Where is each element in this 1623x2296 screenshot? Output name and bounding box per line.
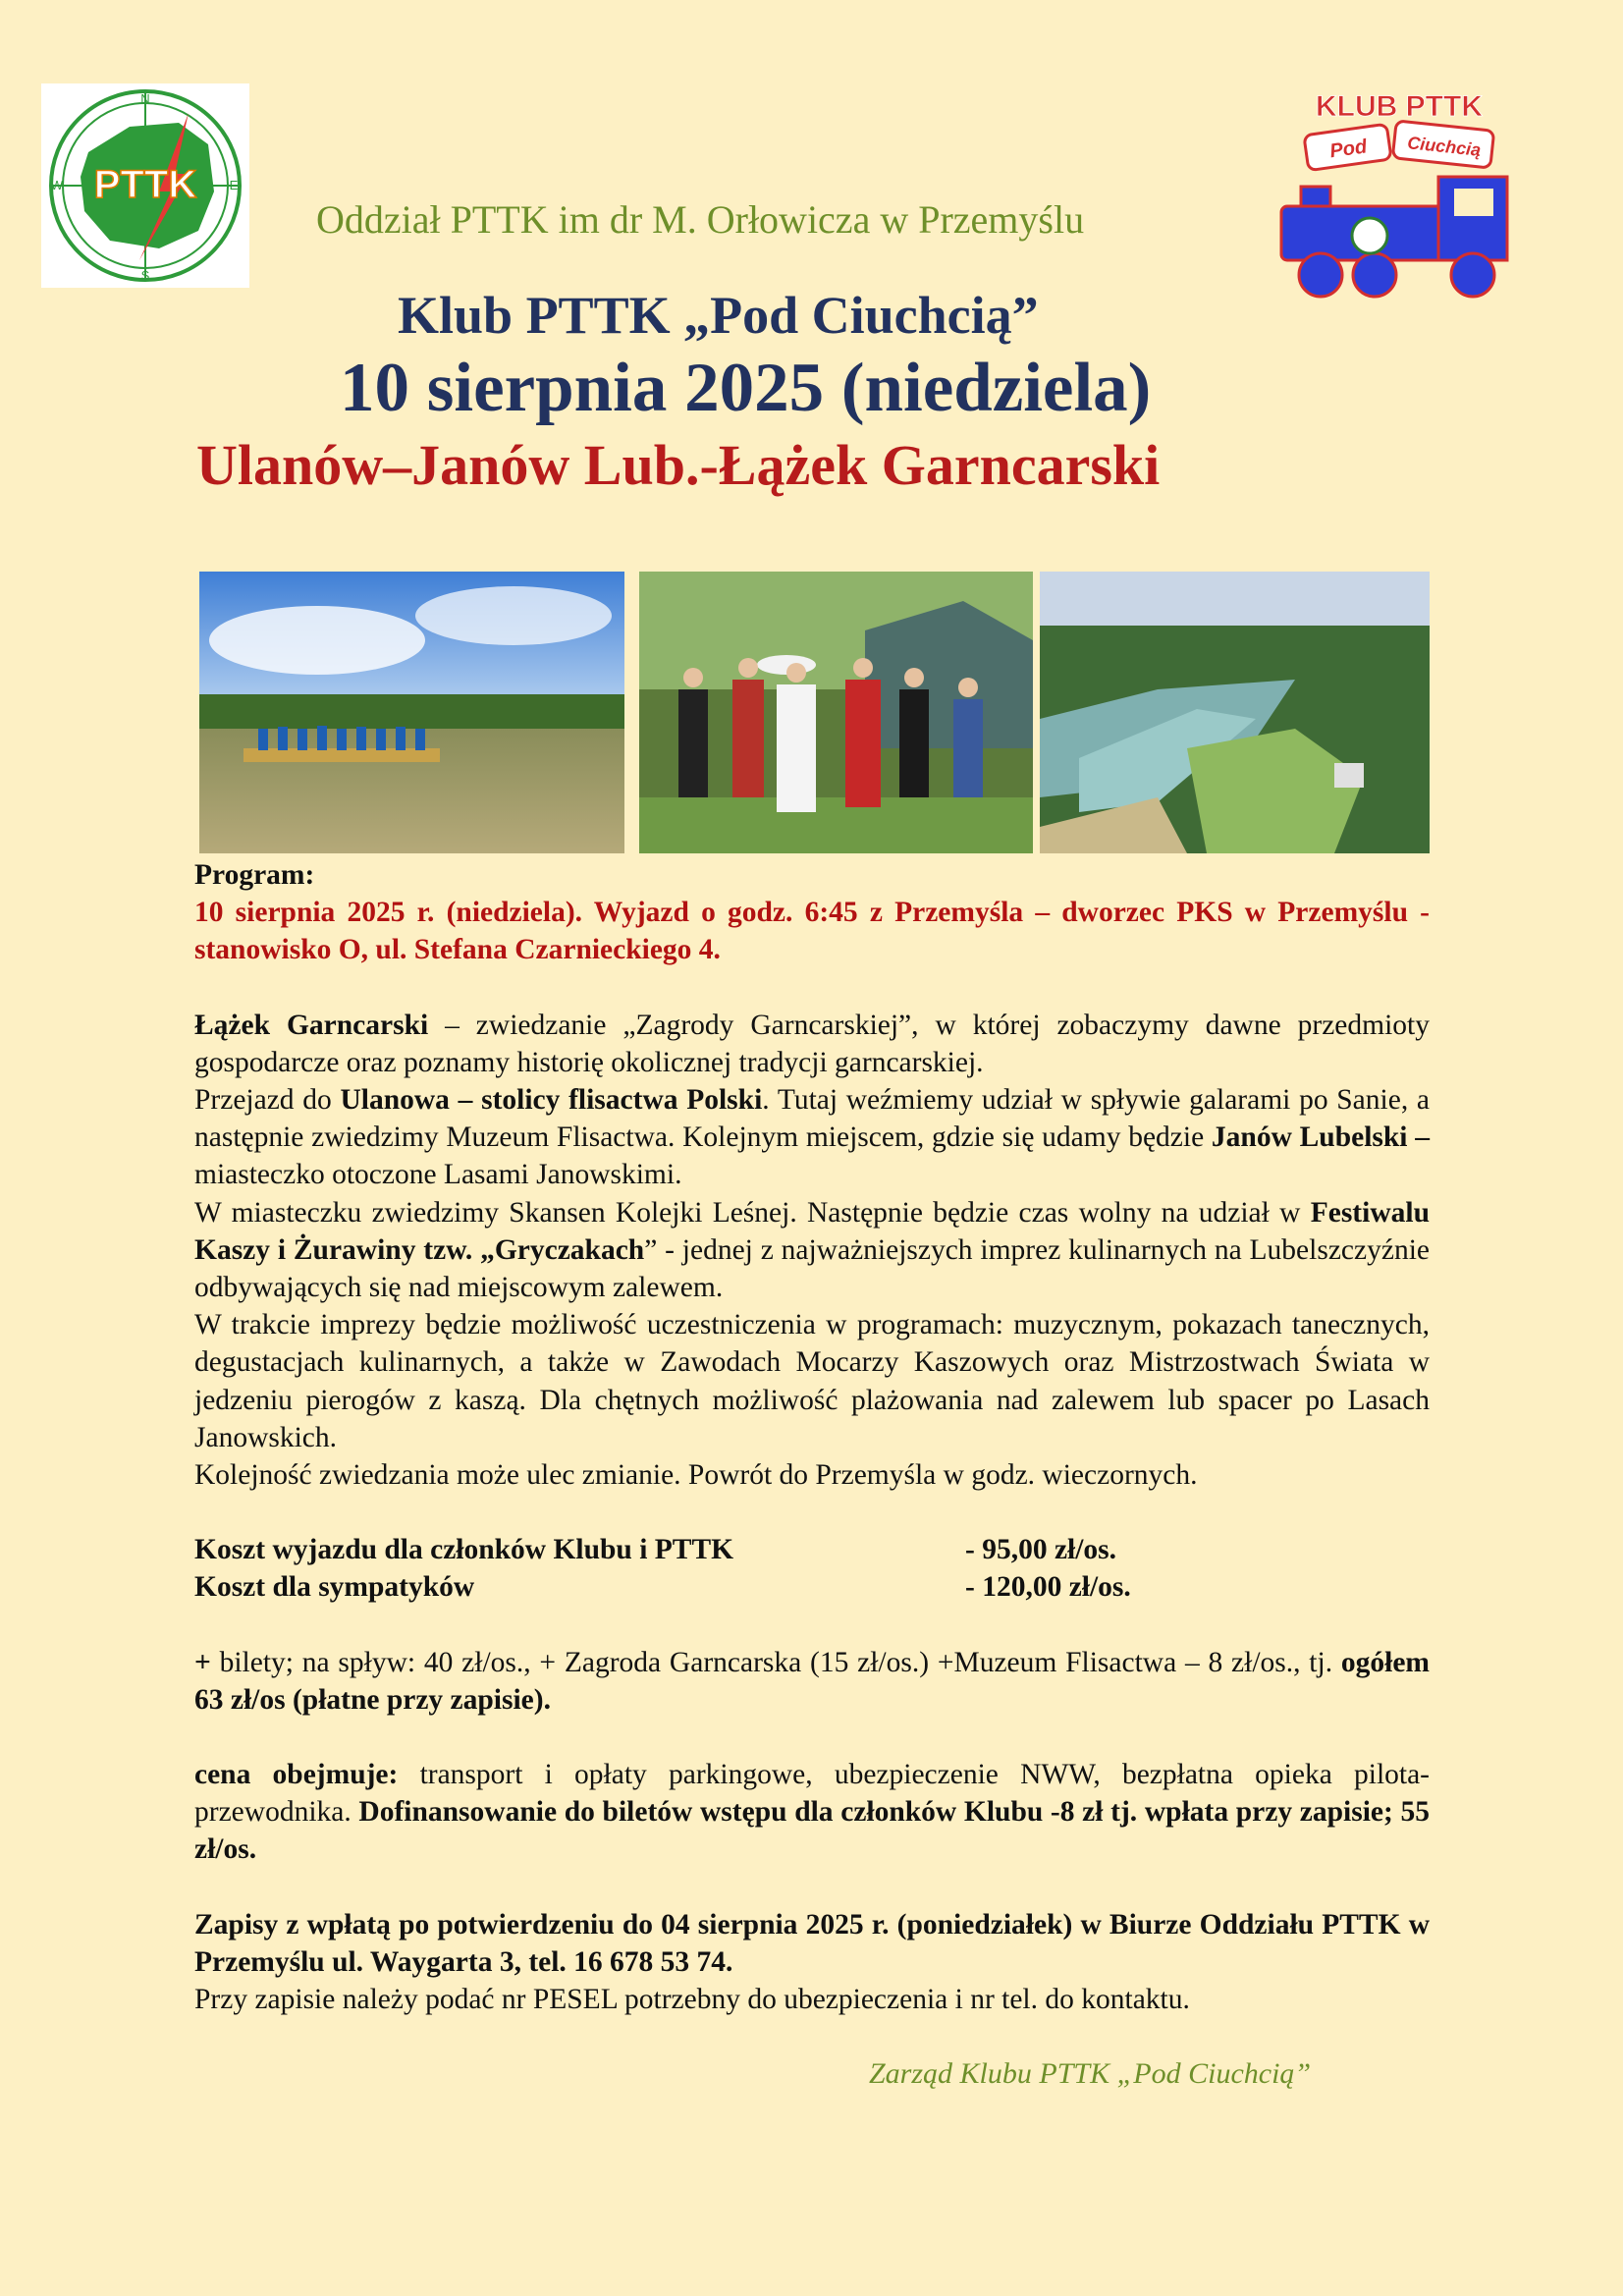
club-title: Klub PTTK „Pod Ciuchcią” [398, 286, 1039, 345]
club-train-logo [1271, 79, 1527, 314]
tickets-info: + bilety; na spływ: 40 zł/os., + Zagroda Garncarska (15 zł/os.) +Muzeum Flisactwa – 8 zł/os., tj. ogółem 63 zł/os (płatne przy zapisie). [194, 1646, 1430, 1716]
registration-info: Zapisy z wpłatą po potwierdzeniu do 04 sierpnia 2025 r. (poniedziałek) w Biurze Oddziału PTTK w Przemyślu ul. Waygarta 3, tel. 16 678 53 74. [194, 1908, 1430, 1978]
cost-row-members: Koszt wyjazdu dla członków Klubu i PTTK - 95,00 zł/os. [194, 1534, 1117, 1566]
svg-text:N: N [140, 91, 150, 106]
paragraph-ulanow: Przejazd do Ulanowa – stolicy flisactwa Polski. Tutaj weźmiemy udział w spływie galarami po Sanie, a następnie zwiedzimy Muzeum Flisactwa. Kolejnym miejscem, gdzie się udamy będzie Janów Lubelski – miasteczko otoczone Lasami Janowskimi. [194, 1084, 1430, 1191]
photo-festival-costumes [639, 572, 1033, 853]
registration-note: Przy zapisie należy podać nr PESEL potrzebny do ubezpieczenia i nr tel. do kontaktu. [194, 1984, 1190, 2016]
paragraph-festival: W miasteczku zwiedzimy Skansen Kolejki Leśnej. Następnie będzie czas wolny na udział w Festiwalu Kaszy i Żurawiny tzw. „Gryczakach” - jednej z najważniejszych imprez kulinarnych na Lubelszczyźnie odbywających się nad miejscowym zalewem. [194, 1196, 1430, 1304]
organization-name: Oddział PTTK im dr M. Orłowicza w Przemyślu [316, 197, 1085, 242]
cost-row-supporters: Koszt dla sympatyków - 120,00 zł/os. [194, 1571, 1131, 1604]
svg-text:Ciuchcią: Ciuchcią [1406, 133, 1483, 160]
photo-river-rafting [199, 572, 624, 853]
svg-text:E: E [229, 178, 239, 192]
signature: Zarząd Klubu PTTK „Pod Ciuchcią” [869, 2057, 1312, 2090]
price-includes: cena obejmuje: transport i opłaty parkingowe, ubezpieczenie NWW, bezpłatna opieka pilota-przewodnika. Dofinansowanie do biletów wstępu dla członków Klubu -8 zł tj. wpłata przy zapisie; 55 zł/os. [194, 1759, 1431, 1866]
photo-lake-aerial [1040, 572, 1430, 853]
svg-text:KLUB PTTK: KLUB PTTK [1316, 90, 1483, 123]
route-title: Ulanów–Janów Lub.-Łążek Garncarski [196, 433, 1161, 497]
event-date: 10 sierpnia 2025 (niedziela) [340, 350, 1152, 426]
paragraph-order-note: Kolejność zwiedzania może ulec zmianie. Powrót do Przemyśla w godz. wieczornych. [194, 1459, 1198, 1492]
departure-info: 10 sierpnia 2025 r. (niedziela). Wyjazd o godz. 6:45 z Przemyśla – dworzec PKS w Przemyślu - stanowisko O, ul. Stefana Czarnieckiego 4. [194, 897, 1430, 966]
paragraph-activities: W trakcie imprezy będzie możliwość uczestniczenia w programach: muzycznym, pokazach tanecznych, degustacjach kulinarnych, a także w Zawodach Mocarzy Kaszowych oraz Mistrzostwach Świata w jedzeniu pierogów z kaszą. Dla chętnych możliwość plażowania nad zalewem lub spacer po Lasach Janowskich. [194, 1309, 1430, 1453]
svg-text:W: W [50, 178, 64, 192]
program-content [194, 856, 1430, 2018]
svg-text:Pod: Pod [1328, 136, 1369, 163]
program-label: Program: [194, 859, 315, 891]
svg-text:S: S [140, 268, 150, 283]
paragraph-lazek: Łążek Garncarski – zwiedzanie „Zagrody Garncarskiej”, w której zobaczymy dawne przedmioty gospodarcze oraz poznamy historię okolicznej tradycji garncarskiej. [194, 1009, 1430, 1078]
pttk-logo [41, 83, 249, 288]
svg-text:PTTK: PTTK [93, 163, 197, 206]
